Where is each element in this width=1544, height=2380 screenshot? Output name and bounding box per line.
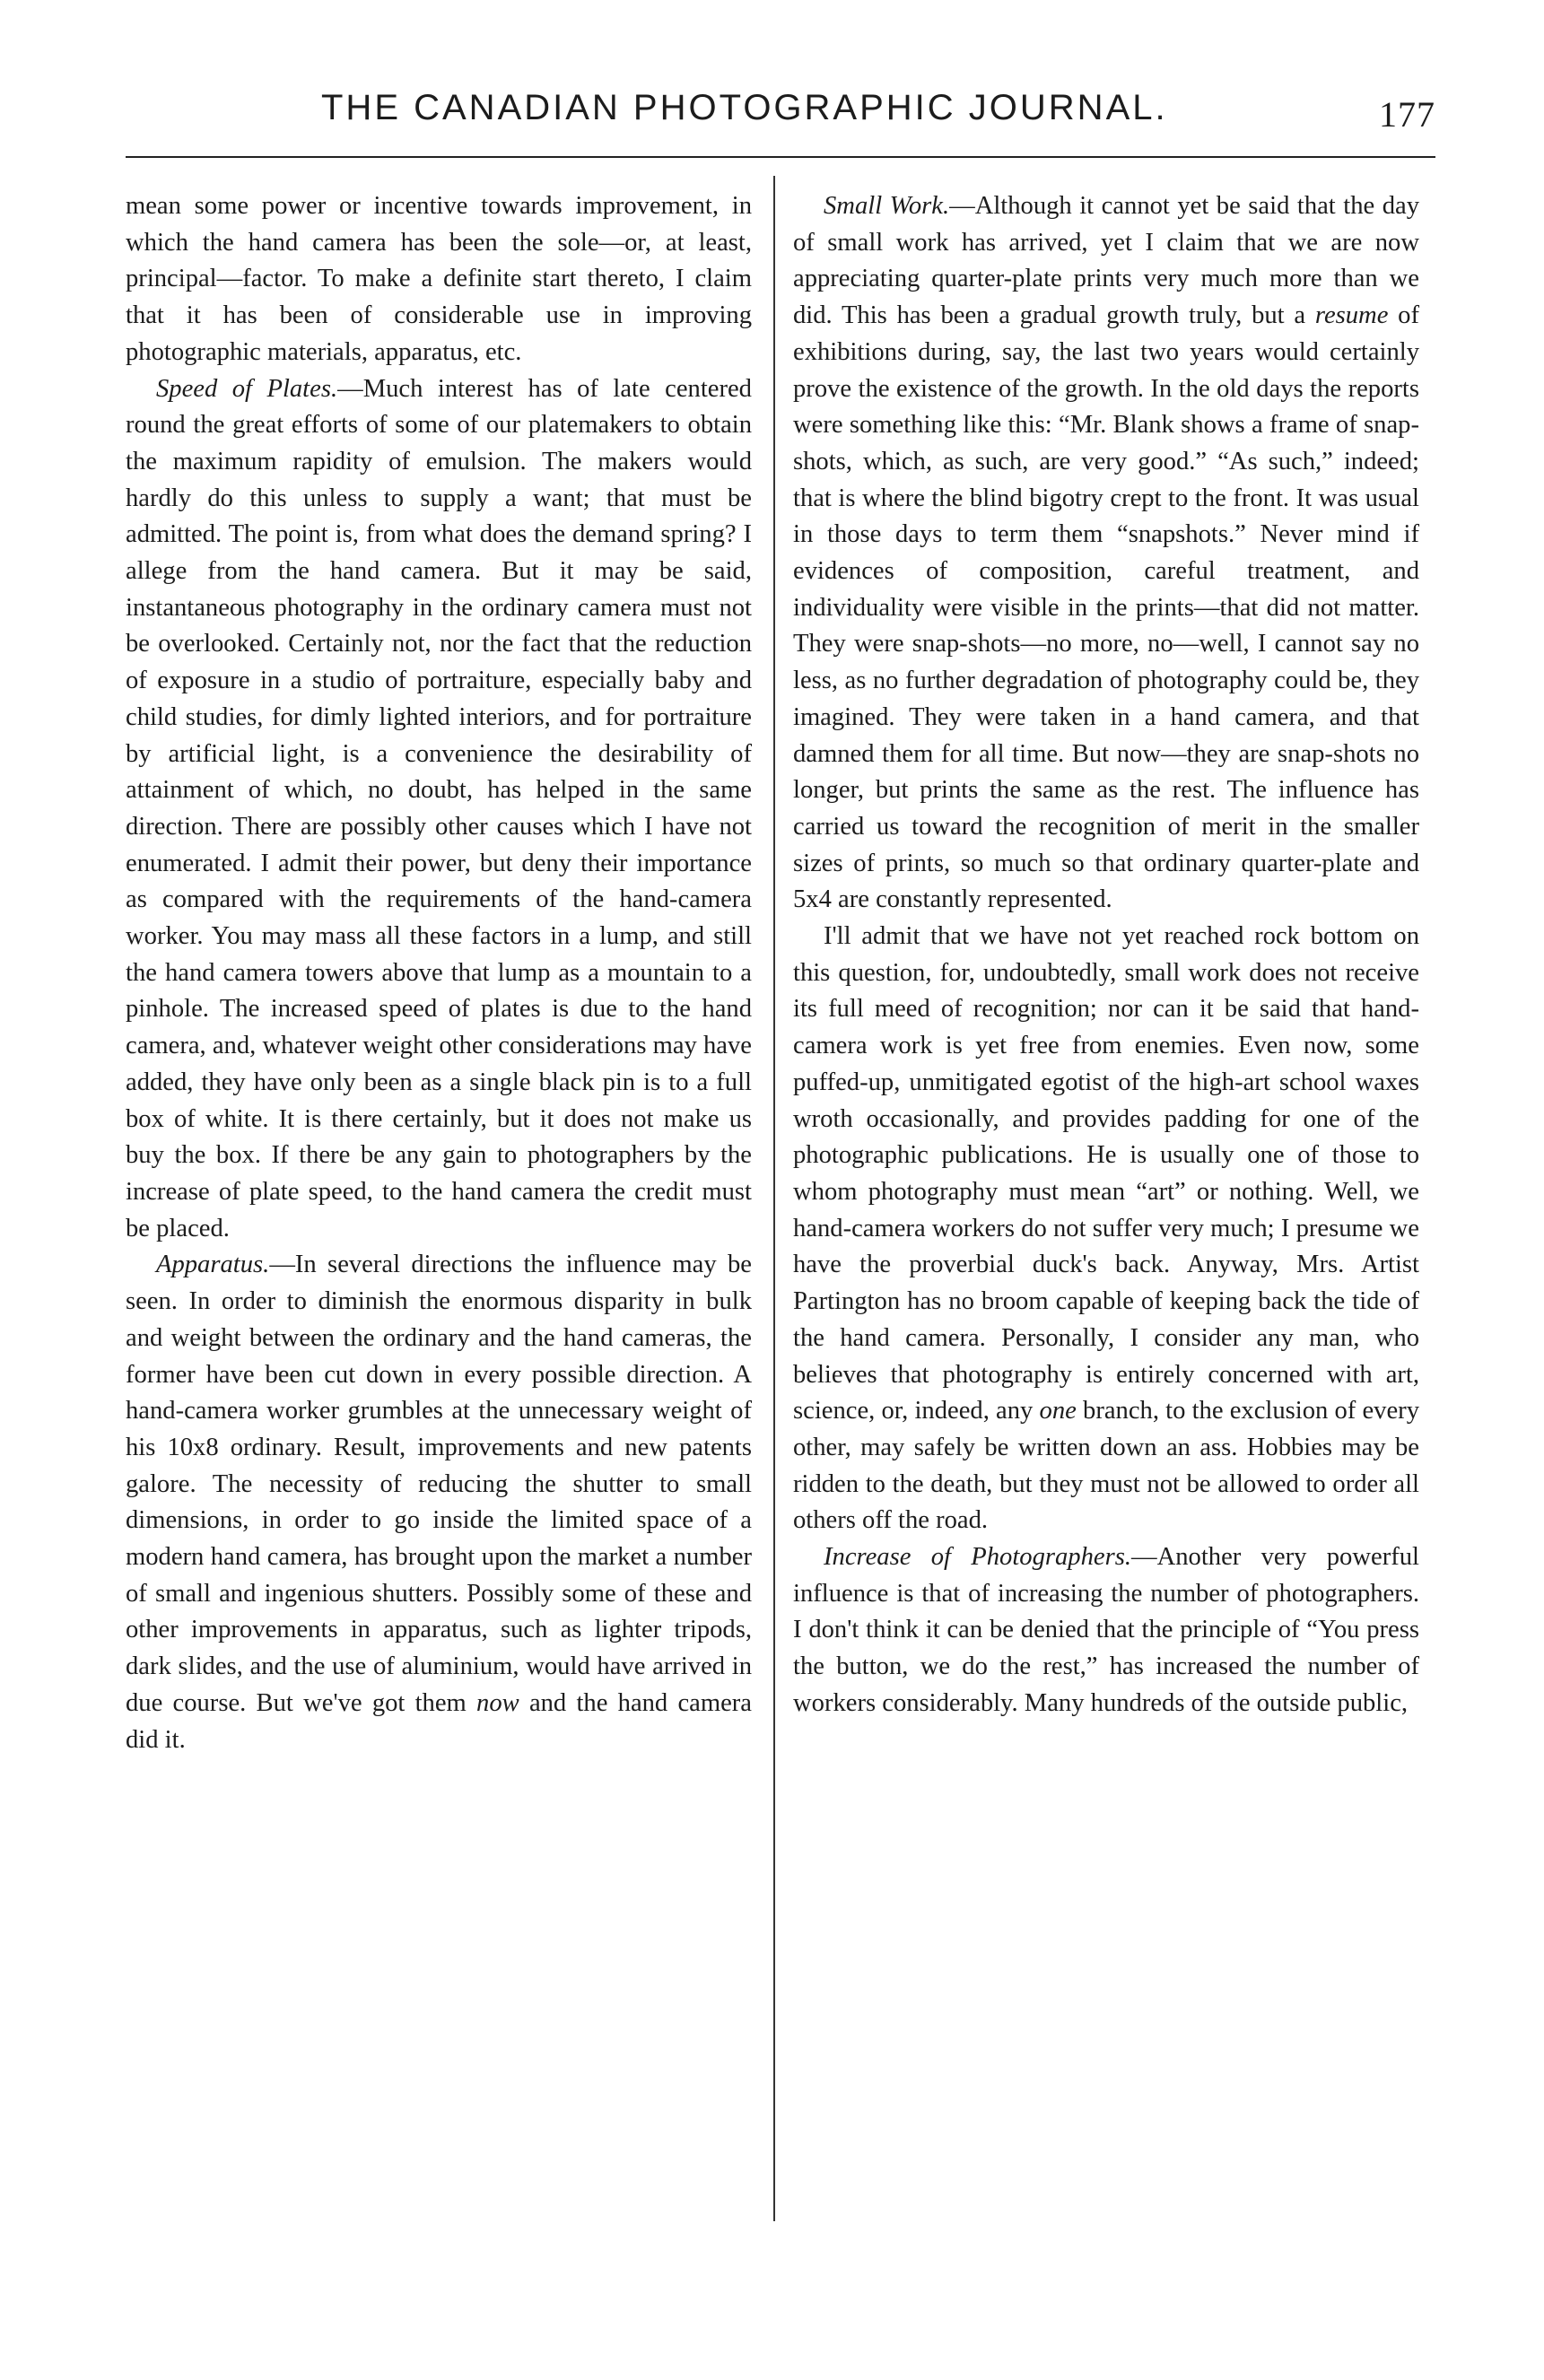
column-divider — [773, 176, 775, 2221]
section-heading-small-work: Small Work. — [824, 192, 950, 220]
paragraph-text: of exhibitions during, say, the last two years would certainly prove the existence of the growth. In the old days the reports were something like this: “Mr. Blank shows a frame of snap-shots, which, as such, are very good.” “As such,” indeed; that is where the blind bigotry crept to the front. It was usual in those days to term them “snapshots.” Never mind if evidences of composition, careful treatment, and individuality were visible in the prints—that did not matter. They were snap-shots—no more, no—well, I cannot say no less, as no further degradation of photography could be, they imagined. They were taken in a hand camera, and that damned them for all time. But now—they are snap-shots no longer, but prints the same as the rest. The influence has carried us toward the recognition of merit in the smaller sizes of prints, so much so that ordinary quarter-plate and 5x4 are constantly represented. — [793, 301, 1420, 914]
paragraph-text: —Another very powerful influence is that of increasing the number of photographers. I don't think it can be denied that the principle of “You press the button, we do the rest,” has increased the number of workers considerably. Many hundreds of the outside public, — [793, 1543, 1419, 1717]
right-column — [793, 188, 1419, 1722]
paragraph-text: —Although it cannot yet be said that the day of small work has arrived, yet I claim that we are now appreciating quarter-plate prints very much more than we did. This has been a gradual growth truly, but a — [793, 192, 1419, 330]
paragraph-small-work — [793, 188, 1419, 919]
paragraph-text: and the hand camera did it. — [126, 1688, 752, 1754]
paragraph-increase-of-photographers — [793, 1539, 1419, 1722]
section-heading-increase-of-photographers: Increase of Photographers. — [824, 1543, 1131, 1572]
paragraph-text: branch, to the exclusion of every other, may safely be written down an ass. Hobbies may be ridden to the death, but they must not be allowed to order all others off the road. — [793, 1397, 1419, 1535]
page-header — [126, 88, 1435, 142]
paragraph-text: I'll admit that we have not yet reached rock bottom on this question, for, undoubtedly, small work does not receive its full meed of recognition; nor can it be said that hand-camera work is yet free from enemies. Even now, some puffed-up, unmitigated egotist of the high-art school waxes wroth occasionally, and provides padding for one of the photographic publications. He is usually one of those to whom photography must mean “art” or nothing. Well, we hand-camera workers do not suffer very much; I presume we have the proverbial duck's back. Anyway, Mrs. Artist Partington has no broom capable of keeping back the tide of the hand camera. Personally, I consider any man, who believes that photography is entirely concerned with art, science, or, indeed, any — [793, 922, 1419, 1425]
running-title: THE CANADIAN PHOTOGRAPHIC JOURNAL. — [321, 88, 1168, 127]
page-number: 177 — [1379, 94, 1435, 135]
paragraph-text: —In several directions the influence may be seen. In order to diminish the enormous disparity in bulk and weight between the ordinary and the hand cameras, the former have been cut down in every possible direction. A hand-camera worker grumbles at the unnecessary weight of his 10x8 ordinary. Result, improvements and new patents galore. The necessity of reducing the shutter to small dimensions, in order to go inside the limited space of a modern hand camera, has brought upon the market a number of small and ingenious shutters. Possibly some of these and other improvements in apparatus, such as lighter tripods, dark slides, and the use of aluminium, would have arrived in due course. But we've got them — [126, 1251, 752, 1717]
header-rule — [126, 156, 1435, 158]
section-heading-apparatus: Apparatus. — [156, 1251, 270, 1279]
emphasis-text: resume — [1314, 301, 1389, 330]
paragraph-continuation — [126, 188, 752, 371]
paragraph-text: —Much interest has of late centered round the great efforts of some of our platemakers to obtain the maximum rapidity of emulsion. The makers would hardly do this unless to supply a want; that must be admitted. The point is, from what does the demand spring? I allege from the hand camera. But it may be said, instantaneous photography in the ordinary camera must not be overlooked. Certainly not, nor the fact that the reduction of exposure in a studio of portraiture, especially baby and child studies, for dimly lighted interiors, and for portraiture by artificial light, is a convenience the desirability of attainment of which, no doubt, has helped in the same direction. There are possibly other causes which I have not enumerated. I admit their power, but deny their importance as compared with the requirements of the hand-camera worker. You may mass all these factors in a lump, and still the hand camera towers above that lump as a mountain to a pinhole. The increased speed of plates is due to the hand camera, and, whatever weight other considerations may have added, they have only been as a single black pin is to a full box of white. It is there certainly, but it does not make us buy the box. If there be any gain to photographers by the increase of plate speed, to the hand camera the credit must be placed. — [126, 374, 752, 1242]
emphasis-text: one — [1039, 1397, 1077, 1425]
paragraph-rock-bottom — [793, 919, 1419, 1539]
paragraph-text: mean some power or incentive towards improvement, in which the hand camera has been the sole—or, at least, principal—factor. To make a definite start thereto, I claim that it has been of considerable use in improving photographic materials, apparatus, etc. — [126, 192, 752, 366]
paragraph-apparatus — [126, 1247, 752, 1758]
left-column — [126, 188, 752, 1758]
section-heading-speed-of-plates: Speed of Plates. — [156, 374, 338, 403]
paragraph-speed-of-plates — [126, 371, 752, 1248]
emphasis-text: now — [476, 1688, 519, 1717]
